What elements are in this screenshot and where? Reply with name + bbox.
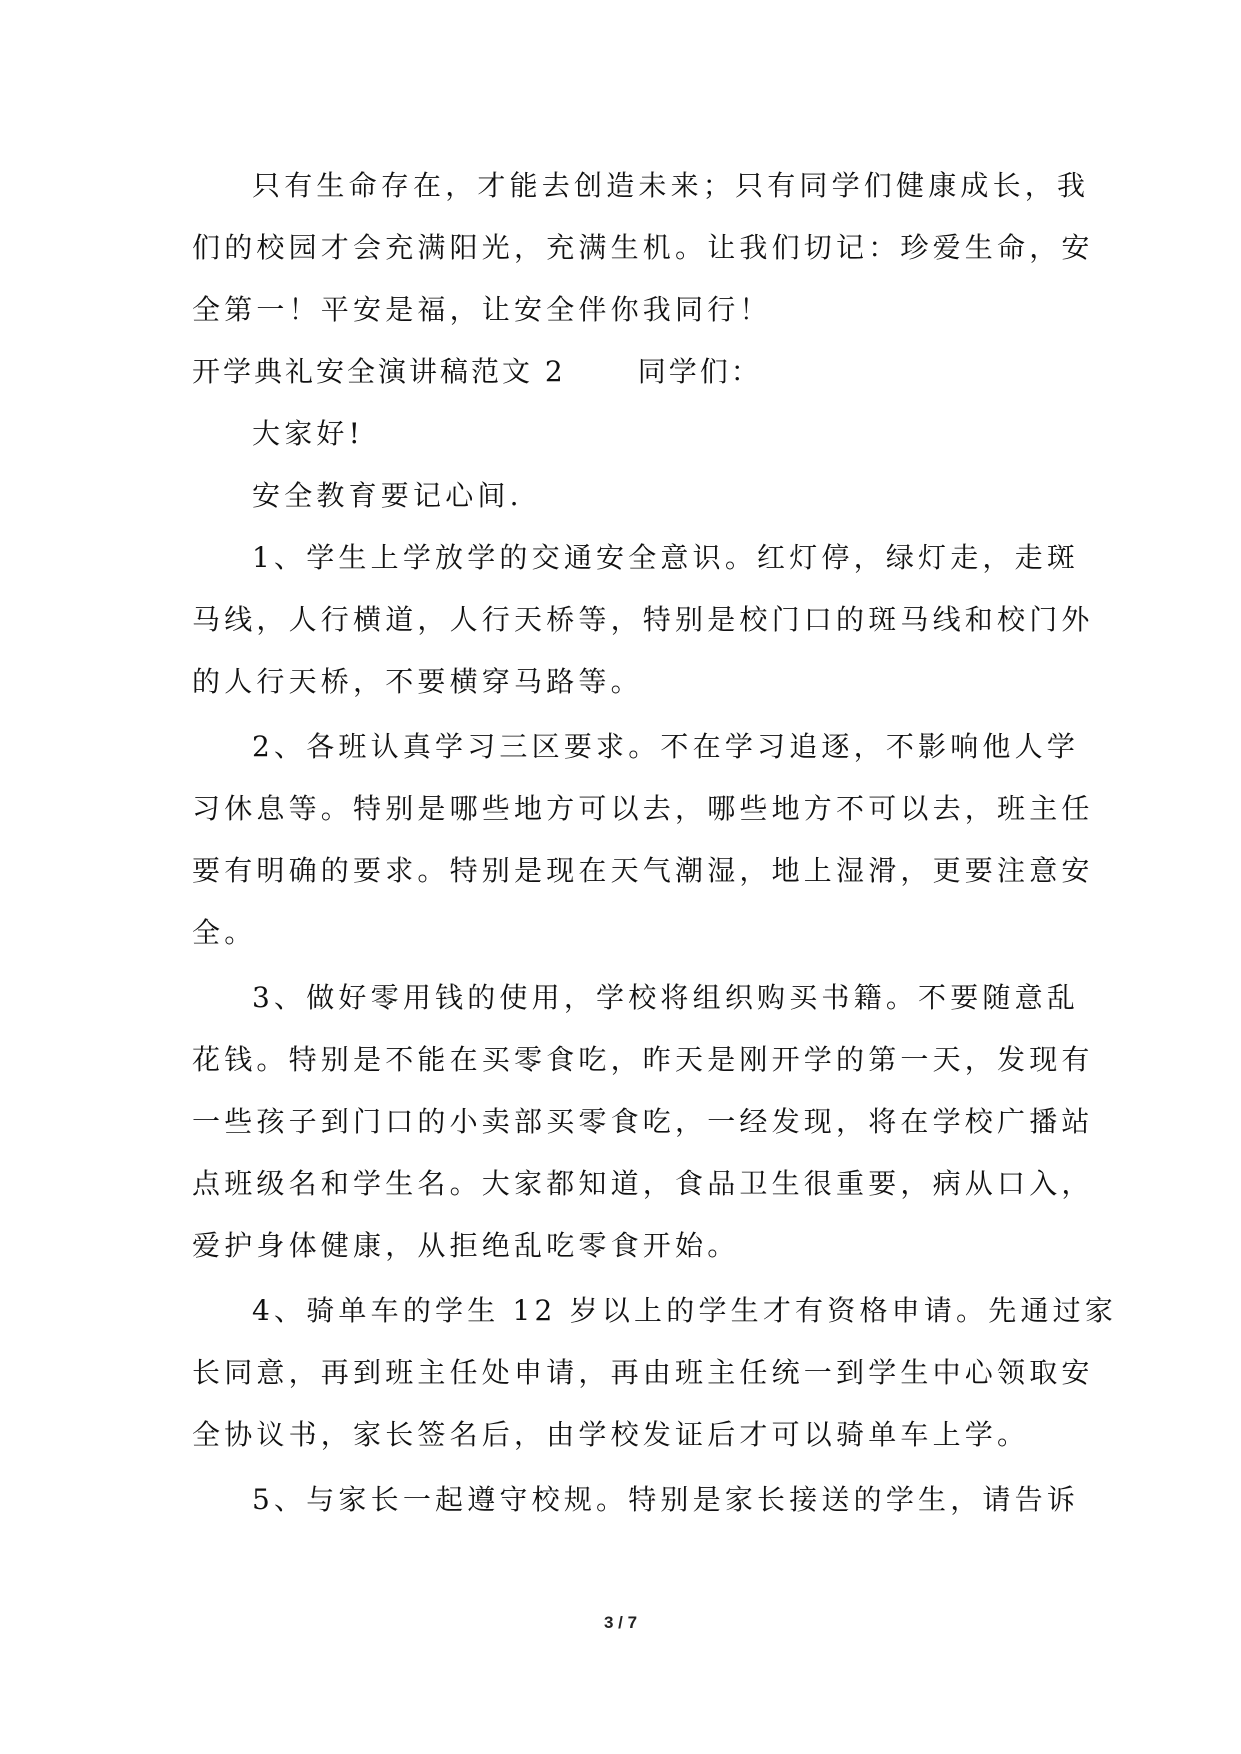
- heading-title: 开学典礼安全演讲稿范文 2: [192, 355, 566, 388]
- paragraph-line: 全。: [192, 916, 257, 949]
- paragraph-line: 的人行天桥，不要横穿马路等。: [192, 665, 643, 698]
- paragraph-line: 只有生命存在，才能去创造未来；只有同学们健康成长，我: [252, 169, 1090, 202]
- paragraph-line: 3、做好零用钱的使用，学校将组织购买书籍。不要随意乱: [252, 981, 1080, 1014]
- paragraph-line: 马线，人行横道，人行天桥等，特别是校门口的斑马线和校门外: [192, 603, 1094, 636]
- paragraph-line: 们的校园才会充满阳光，充满生机。让我们切记：珍爱生命，安: [192, 231, 1094, 264]
- paragraph-line: 全第一！平安是福，让安全伴你我同行！: [192, 293, 772, 326]
- paragraph-line: 1、学生上学放学的交通安全意识。红灯停，绿灯走，走斑: [252, 541, 1080, 574]
- paragraph-line: 2、各班认真学习三区要求。不在学习追逐，不影响他人学: [252, 730, 1080, 763]
- heading-greeting: 同学们：: [637, 355, 762, 388]
- paragraph-line: 4、骑单车的学生 12 岁以上的学生才有资格申请。先通过家: [252, 1294, 1118, 1327]
- paragraph-line: 一些孩子到门口的小卖部买零食吃，一经发现，将在学校广播站: [192, 1105, 1094, 1138]
- paragraph-line: 要有明确的要求。特别是现在天气潮湿，地上湿滑，更要注意安: [192, 854, 1094, 887]
- paragraph-line: 全协议书，家长签名后，由学校发证后才可以骑单车上学。: [192, 1418, 1030, 1451]
- paragraph-line: 5、与家长一起遵守校规。特别是家长接送的学生，请告诉: [252, 1483, 1080, 1516]
- paragraph-line: 安全教育要记心间.: [252, 479, 523, 512]
- page-number: 3 / 7: [603, 1613, 638, 1632]
- paragraph-line: 长同意，再到班主任处申请，再由班主任统一到学生中心领取安: [192, 1356, 1094, 1389]
- paragraph-line: 点班级名和学生名。大家都知道，食品卫生很重要，病从口入，: [192, 1167, 1094, 1200]
- paragraph-line: 花钱。特别是不能在买零食吃，昨天是刚开学的第一天，发现有: [192, 1043, 1094, 1076]
- paragraph-line: 习休息等。特别是哪些地方可以去，哪些地方不可以去，班主任: [192, 792, 1094, 825]
- section-heading: [192, 352, 1072, 392]
- paragraph-line: 爱护身体健康，从拒绝乱吃零食开始。: [192, 1229, 740, 1262]
- paragraph-line: 大家好!: [252, 417, 365, 450]
